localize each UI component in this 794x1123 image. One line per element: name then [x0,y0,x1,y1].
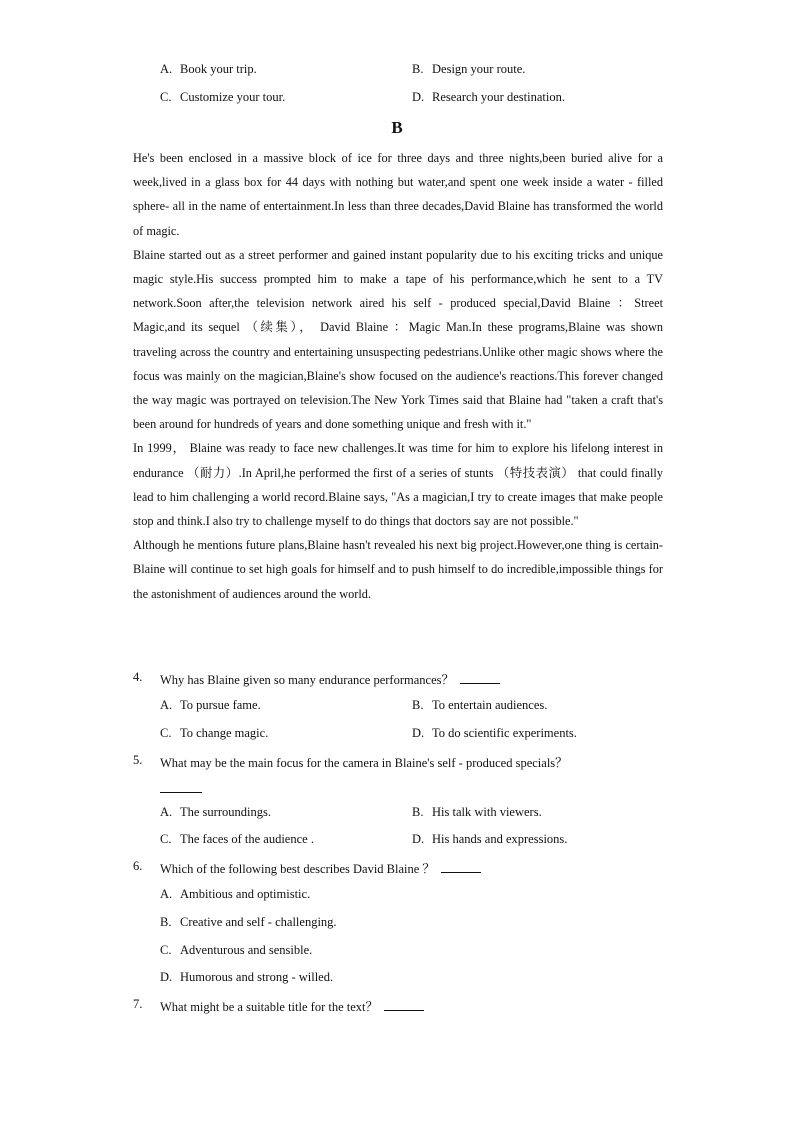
option-b: B. Creative and self - challenging. [160,915,337,929]
option-a: A. Book your trip. [160,62,257,76]
q4-options-row-1 [160,698,640,718]
question-stem: What might be a suitable title for the text？ [160,1000,378,1014]
q5-options-row-2 [160,832,640,852]
answer-blank[interactable] [460,671,500,684]
option-c: C. Adventurous and sensible. [160,943,313,957]
prev-options-row-1 [160,62,640,82]
answer-blank[interactable] [441,860,481,873]
section-label: B [391,118,403,137]
option-d: D. Humorous and strong - willed. [160,970,334,984]
option-d: D. To do scientific experiments. [412,726,577,740]
answer-blank[interactable] [384,998,424,1011]
option-d: D. His hands and expressions. [412,832,568,846]
option-a: A. The surroundings. [160,805,271,819]
passage-paragraph: In 1999， Blaine was ready to face new challenges.It was time for him to explore his lifelong interest in endurance （耐力）.In April,he performed the first of a series of stunts （特技表演） that could finally lead to him challenging a world record.Blaine says, "As a magician,I try to create images that make people stop and think.I also try to challenge myself to do things that doctors say are not possible." [133,441,663,529]
question-stem: Why has Blaine given so many endurance performances？ [160,673,454,687]
option-b: B. To entertain audiences. [412,698,548,712]
option-a: A. Ambitious and optimistic. [160,887,311,901]
option-c: C. The faces of the audience . [160,832,314,846]
q5-options-row-1 [160,805,640,825]
passage-paragraph: Although he mentions future plans,Blaine hasn't revealed his next big project.However,one thing is certain- Blaine will continue to set high goals for himself and to push himself to do incredible,impossible things for the astonishment of audiences around the world. [133,538,663,601]
answer-blank[interactable] [160,780,202,793]
prev-options-row-2 [160,90,640,110]
option-b: B. His talk with viewers. [412,805,542,819]
question-stem: Which of the following best describes David Blaine ？ [160,862,435,876]
passage-paragraph: Blaine started out as a street performer and gained instant popularity due to his exciting tricks and unique magic style.His success prompted him to make a tape of his performance,which he sent to a TV network.Soon after,the television network aired his self - produced special,David Blaine ：Street Magic,and its sequel （续集）， David Blaine ：Magic Man.In these programs,Blaine was shown traveling across the country and entertaining unsuspecting pedestrians.Unlike other magic shows where the focus was mainly on the magician,Blaine's show focused on the audience's reactions.This forever changed the way magic was portrayed on television.The New York Times said that Blaine had "taken a craft that's been around for hundreds of years and done something unique and fresh with it." [133,247,663,432]
question-stem: What may be the main focus for the camera in Blaine's self - produced specials？ [160,756,568,770]
exam-page: A. Book your trip. B. Design your route. C. Customize your tour. D. Research your destination. B He's been enclosed in a massive block of ice for three days and three nights,been buried alive for a week,lived in a glass box for 44 days with nothing but water,and spent one week inside a water - filled sphere- all in the name of entertainment.In less than three decades,David Blaine has transformed the world of magic. Blaine started out as a street performer and gained instant popularity due to his exciting tricks and unique magic style.His success prompted him to make a tape of his performance,which he sent to a TV network.Soon after,the television network aired his self - produced special,David Blaine ：Street Magic,and its sequel （续集）， David Blaine ：Magic Man.In these programs,Blaine was shown traveling across the country and entertaining unsuspecting pedestrians.Unlike other magic shows where the focus was mainly on the magician,Blaine's show focused on the audience's reactions.This forever changed the way magic was portrayed on television.The New York Times said that Blaine had "taken a craft that's been around for hundreds of years and done something unique and fresh with it." In 1999， Blaine was ready to face new challenges.It was time for him to explore his lifelong interest in endurance （耐力）.In April,he performed the first of a series of stunts （特技表演） that could finally lead to him challenging a world record.Blaine says, "As a magician,I try to create images that make people stop and think.I also try to challenge myself to do things that doctors say are not possible." Although he mentions future plans,Blaine hasn't revealed his next big project.However,one thing is certain- Blaine will continue to set high goals for himself and to push himself to do incredible,impossible things for the astonishment of audiences around the world. 4. Why has Blaine given so many endurance performances？ A. To pursue fame. B. To entertain audiences. C. To change magic. D. To do scientific experiments. 5. What may be the main focus for the camera in Blaine's self - produced specials？ A. The surroundings. B. His talk with viewers. C. The faces of the audience . D. His hands and expressions. 6. Which of the following best describes David Blaine ？ A. Ambitious and optimistic. B. Creative and self - challenging. C. Adventurous and sensible. D. Humorous and strong - willed. 7. What might be a suitable title for the text？ [0,0,794,1123]
reading-passage [133,146,663,606]
option-c: C. To change magic. [160,726,269,740]
q4-options-row-2 [160,726,640,746]
option-d: D. Research your destination. [412,90,565,104]
passage-paragraph: He's been enclosed in a massive block of ice for three days and three nights,been buried alive for a week,lived in a glass box for 44 days with nothing but water,and spent one week inside a water - filled sphere- all in the name of entertainment.In less than three decades,David Blaine has transformed the world of magic. [133,151,663,238]
option-c: C. Customize your tour. [160,90,286,104]
option-a: A. To pursue fame. [160,698,261,712]
option-b: B. Design your route. [412,62,526,76]
